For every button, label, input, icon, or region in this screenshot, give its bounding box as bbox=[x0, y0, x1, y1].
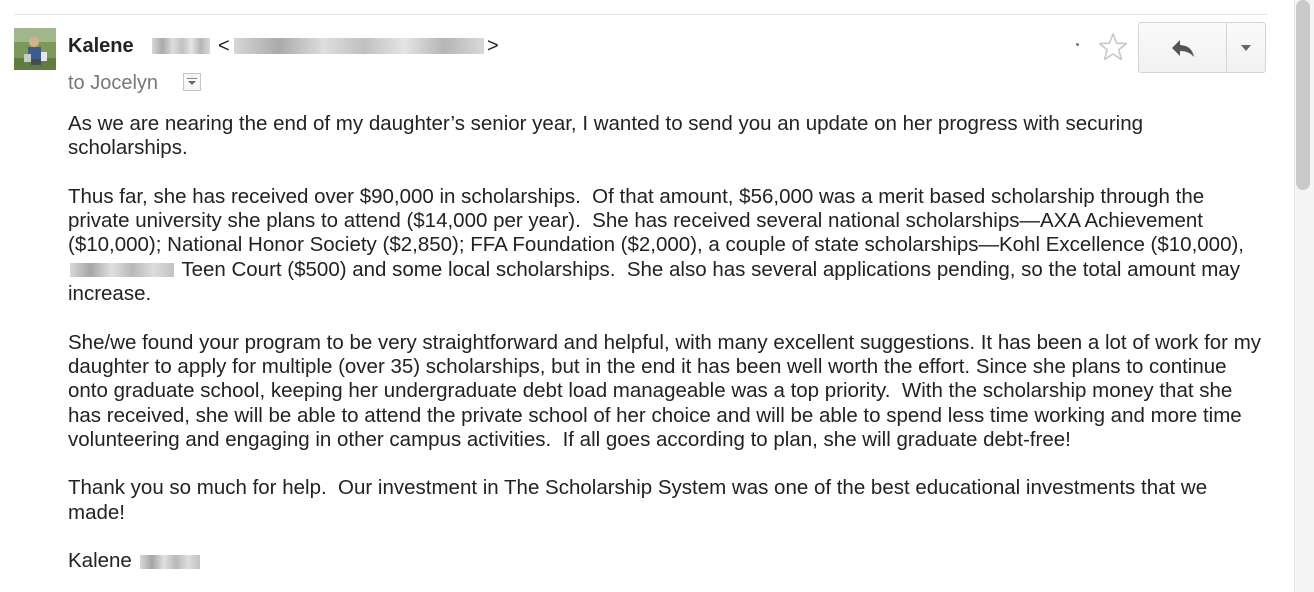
sender-avatar[interactable] bbox=[14, 28, 56, 70]
message-body bbox=[68, 112, 1268, 592]
message-paragraph-3: She/we found your program to be very straightforward and helpful, with many excellent suggestions. It has been a lot of work for my daughter to apply for multiple (over 35) scholarships, but in the end it has been well worth the effort. Since she plans to continue onto graduate school, keeping her undergraduate debt load manageable was a top priority. With the scholarship money that she has received, she will be able to attend the private school of her choice and will be able to spend less time working and more time volunteering and engaging in other campus activities. If all goes according to plan, she will graduate debt-free! bbox=[68, 330, 1267, 451]
message-paragraph-1: As we are nearing the end of my daughter’s senior year, I wanted to send you an update on her progress with securing scholarships. bbox=[68, 112, 1149, 160]
timestamp-placeholder-dot bbox=[1076, 43, 1079, 46]
more-actions-button[interactable] bbox=[1227, 23, 1265, 72]
redacted-sender-email bbox=[234, 38, 484, 54]
reply-button-group bbox=[1138, 22, 1266, 73]
redacted-state-name bbox=[70, 263, 174, 277]
sender-email-open-bracket: < bbox=[218, 35, 230, 57]
message-paragraph-2-end: Teen Court ($500) and some local scholarships. She also has several applications pending, so the total amount may increase. bbox=[68, 257, 1246, 306]
chevron-down-icon bbox=[1240, 44, 1252, 52]
sender-name[interactable]: Kalene bbox=[68, 35, 134, 57]
details-dropdown-icon bbox=[184, 74, 200, 90]
header-divider bbox=[14, 14, 1268, 15]
message-paragraph-4: Thank you so much for help. Our investment in The Scholarship System was one of the best educational investments that we made! bbox=[68, 476, 1213, 524]
star-icon bbox=[1097, 31, 1129, 63]
signature-first-name: Kalene bbox=[68, 549, 132, 573]
reply-arrow-icon bbox=[1170, 38, 1196, 58]
avatar-photo bbox=[14, 28, 56, 70]
redacted-sender-surname bbox=[152, 38, 210, 54]
sender-email-close-bracket: > bbox=[487, 35, 499, 57]
recipient-line: to Jocelyn bbox=[68, 72, 159, 94]
reply-button[interactable] bbox=[1139, 23, 1227, 72]
message-paragraph-2-start: Thus far, she has received over $90,000 in scholarships. Of that amount, $56,000 was a merit based scholarship through the private university she plans to attend ($14,000 per year). She has received several national scholarships—AXA Achievement ($10,000); National Honor Society ($2,850); FFA Foundation ($2,000), a couple of state scholarships—Kohl Excellence ($10,000), bbox=[68, 184, 1245, 257]
redacted-signature-surname bbox=[140, 555, 200, 569]
show-details-button[interactable] bbox=[183, 73, 201, 91]
message-signature bbox=[68, 549, 1268, 573]
message-paragraph-2 bbox=[68, 185, 1268, 306]
scrollbar-thumb[interactable] bbox=[1296, 0, 1310, 190]
star-button[interactable] bbox=[1097, 31, 1129, 63]
